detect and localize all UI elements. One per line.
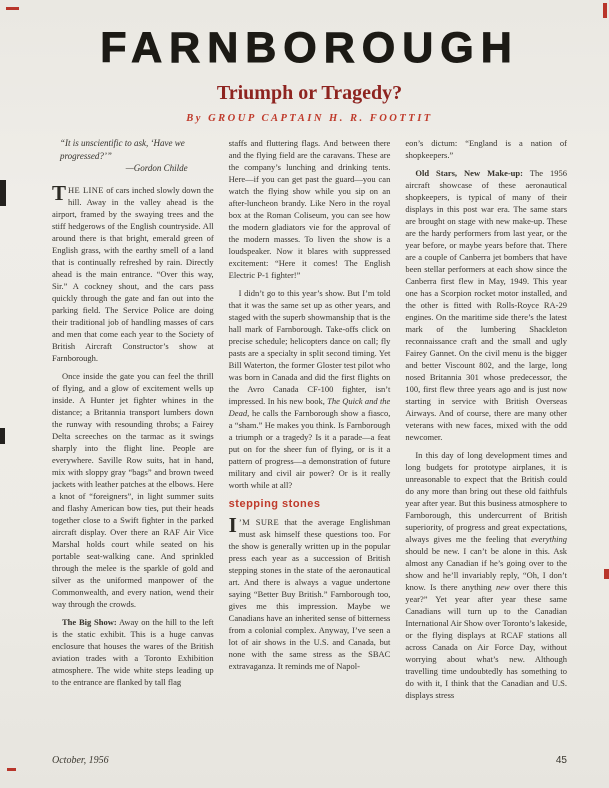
drop-cap: I bbox=[228, 513, 237, 537]
paragraph bbox=[52, 180, 214, 364]
emphasis-text: everything bbox=[531, 534, 567, 544]
epigraph-attribution: —Gordon Childe bbox=[125, 163, 188, 173]
paragraph bbox=[405, 167, 567, 443]
page-number: 45 bbox=[555, 755, 567, 766]
byline: By GROUP CAPTAIN H. R. FOOTTIT bbox=[186, 113, 433, 124]
paragraph bbox=[229, 287, 391, 491]
epigraph-quote: “It is unscientific to ask, ‘Have we progressed?’” bbox=[60, 138, 185, 161]
article-header bbox=[52, 26, 567, 124]
scan-mark-left-lower bbox=[0, 428, 5, 444]
paragraph: Once inside the gate you can feel the thrill of flying, and a glow of excitement wells up inside. A Hunter jet fighter whines in the distance; a Britannia transport lumbers down the runway with resounding throbs; a Fairey Delta screeches on the tarmac as it swings sharply into the flight line. People are everywhere. Saville Row suits, hat in hand, mix with sloppy gray “bags” and brown tweed jackets with leather patches at the elbows. Here a knot of “foreigners”, in light summer suits and flashy American bow ties, put their heads together close to a Swift fighter in the parked aircraft display. Over there an RAF Air Vice Marshal holds court while seated on his portable seat-walking cane. And sprinkled through the melee is the sparkle of gold and silver as the uniformed manpower of the Commonwealth, and every nation, wend their way through the crowds. bbox=[52, 370, 214, 609]
scan-mark-top-right bbox=[603, 3, 607, 18]
paragraph: staffs and fluttering flags. And between there and the flying field are the caravans. These are the company’s lunching and drinking tents. Here—if you can get past the guard—you can watch the flying show while you sip on an after-luncheon brandy. Like Nero in the royal box at the Roman Coliseum, you can see how the modern gladiators vie for the approval of the modern masses. To liven the show is a loudspeaker. Now it blares with suppressed excitement: “Here it comes! The English Electric P-1 fighter!” bbox=[228, 138, 391, 280]
epigraph bbox=[52, 137, 214, 175]
bold-lead: Old Stars, New Make-up: bbox=[415, 168, 523, 178]
footer-date: October, 1956 bbox=[52, 755, 109, 766]
column-3 bbox=[405, 137, 567, 739]
scan-mark-bottom-left bbox=[7, 768, 16, 771]
paragraph-text: of cars inched slowly down the hill. Away in the valley ahead is the airport, framed by the swaying trees and the stiff hedgerows of the English countryside. All around there is that bright, emerald green of English grass, with the earthy smell of a land that is continually refreshed by rain. Directly ahead is the main entrance. “Over this way, Sir.” A cockney shout, and the cars pass quickly through the gate and fan out into the parking field. The Service Police are doing their traditional job of handling masses of cars and men that come each year to the Society of British Aircraft Constructor’s show at Farnborough. bbox=[52, 184, 214, 363]
paragraph bbox=[405, 449, 567, 701]
paragraph-text: The 1956 aircraft showcase of these aeronautical shopkeepers, is typical of many of their displays in this post war era. The same stars are brought on stage with new make-up. These are the hardy performers from last year, or the year before, or maybe years before that. There are a couple of Canberra jet bombers that have been stellar performers at each show since the Canberra first flew in May, 1949. This year one has a Scorpion rocket motor installed, and the other is fitted with Rolls-Royce RA-29 engines. On the maritime side there’s the latest mark of the lumbering Shackleton reconnaissance craft and the small and ugly Fairey Gannet. On the civil menu is the bigger and better Viscount 802, and the large, long nosed Britannia 301 whose predecessor, the 100, first flew three years ago and is just now starting in service with British Overseas Airways. And of course, there are many other veterans with new faces, mixed with the odd newcomer. bbox=[405, 168, 567, 442]
article-title: FARNBOROUGH bbox=[100, 24, 519, 72]
section-heading-stepping-stones: stepping stones bbox=[228, 498, 321, 510]
paragraph-text: over there this year?” Yet year after year these same Canadians will turn up to the Canadian International Air Show over Toronto’s lakeside, or the flying displays at RCAF stations all across Canada on Air Force Day, without worrying about what’s new. Although travelling time undoubtedly has something to do with it, I think that the Canadian and U.S. displays stress bbox=[405, 582, 567, 700]
emphasis-text: new bbox=[495, 582, 510, 592]
scan-mark-left-upper bbox=[0, 180, 6, 206]
scan-mark-right bbox=[604, 569, 609, 579]
paragraph bbox=[228, 513, 391, 672]
book-title: The Quick and the Dead, bbox=[228, 396, 391, 418]
paragraph bbox=[52, 616, 214, 688]
lead-in: HE LINE bbox=[68, 184, 104, 195]
article-body bbox=[52, 137, 567, 739]
paragraph-text: I didn’t go to this year’s show. But I’m told that it was the same set up as other years, and staged with the superb showmanship that is the hall mark of Farnborough. Take-offs click on precise schedule; helicopters dance on call; fly pasts are a specialty in split second timing. Yet Bill Waterton, the former Gloster test pilot who was born in Canada and did the first flights on the Avro Canada CF-100 fighter, isn’t impressed. In his new book, bbox=[228, 288, 391, 406]
lead-in: ’M SURE bbox=[238, 517, 280, 527]
bold-lead: The Big Show: bbox=[62, 616, 117, 627]
column-2 bbox=[229, 137, 391, 739]
paragraph-text: that the average Englishman must ask himself these questions too. For the show is generally written up in the popular press each year as a succession of British stepping stones in the state of the aeronautical art. And there is always a vague undertone saying “Better Buy British.” Farnborough too, gives me this impression. Maybe we Canadians have an inherited sense of bitterness from a colonial complex. Anyway, I’ve seen a lot of air shows in the U.S. and Canada, but none with the same stress as the SBAC extravaganza. It reminds me of Napol- bbox=[228, 517, 391, 671]
article-subtitle: Triumph or Tragedy? bbox=[216, 82, 403, 104]
page-footer bbox=[52, 755, 567, 766]
scan-mark-top-left bbox=[6, 7, 19, 10]
paragraph-text: Away on the hill to the left is the static exhibit. This is a huge canvas enclosure that houses the wares of the British aviation trades with a Toronto Exhibition atmosphere. The wide white steps leading up to the entrance are flanked by tall flag bbox=[52, 616, 214, 687]
paragraph-text: should be new. I can’t be alone in this. Ask almost any Canadian if he’s going over to the show and he’ll invariably reply, “Oh, I don’t know. Is there anything bbox=[405, 546, 567, 592]
drop-cap: T bbox=[52, 180, 67, 205]
paragraph: eon’s dictum: “England is a nation of shopkeepers.” bbox=[405, 138, 567, 160]
paragraph-text: he calls the Farnborough show a fiasco, a “sham.” He makes you think. Is Farnborough a triumph or a tragedy? Is it a parade—a feat put on for the sheer fun of flying, or is it a pattern of progress—a demonstration of future military and civil air power? Or is it really worth while at all? bbox=[228, 408, 391, 490]
paragraph-text: In this day of long development times and long budgets for prototype airplanes, it is unreasonable to expect that the British could do any more than bring out these old faithfuls year after year. But this business atmosphere to Farnborough, this undercurrent of British superiority, of progress and great expectations, always gives me the feeling that bbox=[405, 450, 567, 544]
column-1 bbox=[52, 137, 214, 739]
